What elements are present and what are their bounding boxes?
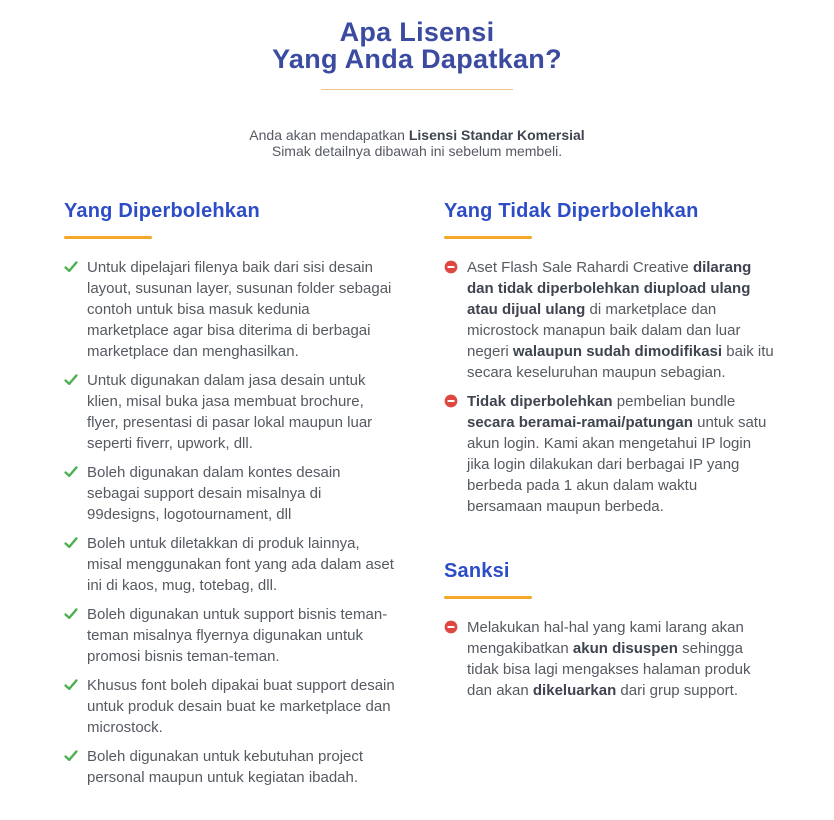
title-divider bbox=[321, 89, 513, 90]
minus-circle-icon bbox=[444, 394, 458, 408]
section-sanctions-heading: Sanksi bbox=[444, 560, 510, 582]
page-title-line2: Yang Anda Dapatkan? bbox=[272, 44, 562, 74]
list-item bbox=[64, 257, 395, 362]
sanctions-list bbox=[444, 617, 775, 701]
page-title-line1: Apa Lisensi bbox=[339, 17, 495, 47]
list-item-text: Boleh digunakan untuk support bisnis teman-teman misalnya flyernya digunakan untuk promosi bisnis teman-teman. bbox=[87, 606, 388, 665]
list-item-text: Tidak diperbolehkan pembelian bundle secara beramai-ramai/patungan untuk satu akun login. Kami akan mengetahui IP login jika login dilakukan dari berbagai IP yang berbeda pada 1 akun dalam waktu bersamaan maupun berbeda. bbox=[467, 393, 767, 515]
section-not-allowed-heading: Yang Tidak Diperbolehkan bbox=[444, 200, 699, 222]
check-icon bbox=[64, 678, 78, 692]
section-not-allowed bbox=[444, 201, 775, 517]
section-allowed-heading: Yang Diperbolehkan bbox=[64, 200, 260, 222]
list-item bbox=[64, 533, 395, 596]
list-item bbox=[444, 257, 775, 383]
list-item bbox=[64, 746, 395, 788]
list-item bbox=[64, 604, 395, 667]
list-item bbox=[444, 617, 775, 701]
list-item-text: Untuk dipelajari filenya baik dari sisi desain layout, susunan layer, susunan folder sebagai contoh untuk bisa masuk kedunia marketplace agar bisa diterima di berbagai marketplace dan menghasilkan. bbox=[87, 259, 392, 360]
list-item-text: Boleh digunakan dalam kontes desain sebagai support desain misalnya di 99designs, logotournament, dll bbox=[87, 464, 341, 523]
section-allowed bbox=[64, 201, 395, 796]
check-icon bbox=[64, 373, 78, 387]
not-allowed-list bbox=[444, 257, 775, 517]
minus-circle-icon bbox=[444, 260, 458, 274]
list-item-text: Boleh digunakan untuk kebutuhan project personal maupun untuk kegiatan ibadah. bbox=[87, 748, 364, 786]
intro-line2: Simak detailnya dibawah ini sebelum membeli. bbox=[271, 143, 563, 159]
content-columns bbox=[0, 201, 834, 796]
list-item-text: Khusus font boleh dipakai buat support desain untuk produk desain buat ke marketplace dan microstock. bbox=[87, 677, 395, 736]
heading-underline-bar bbox=[444, 236, 532, 239]
list-item bbox=[64, 462, 395, 525]
heading-underline-bar bbox=[444, 596, 532, 599]
list-item bbox=[444, 391, 775, 517]
section-sanctions bbox=[444, 561, 775, 701]
minus-circle-icon bbox=[444, 620, 458, 634]
check-icon bbox=[64, 465, 78, 479]
list-item-text: Boleh untuk diletakkan di produk lainnya, misal menggunakan font yang ada dalam aset ini di kaos, mug, totebag, dll. bbox=[87, 535, 394, 594]
check-icon bbox=[64, 607, 78, 621]
check-icon bbox=[64, 749, 78, 763]
list-item-text: Aset Flash Sale Rahardi Creative dilarang dan tidak diperbolehkan diupload ulang atau dijual ulang di marketplace dan microstock manapun baik dalam dan luar negeri walaupun sudah dimodifikasi baik itu secara keseluruhan maupun sebagian. bbox=[467, 259, 774, 381]
heading-underline-bar bbox=[64, 236, 152, 239]
page-title bbox=[0, 19, 834, 73]
allowed-list bbox=[64, 257, 395, 788]
list-item bbox=[64, 370, 395, 454]
page-header bbox=[0, 0, 834, 159]
intro-text bbox=[0, 127, 834, 159]
list-item-text: Melakukan hal-hal yang kami larang akan mengakibatkan akun disuspen sehingga tidak bisa lagi mengakses halaman produk dan akan dikeluarkan dari grup support. bbox=[467, 619, 751, 699]
check-icon bbox=[64, 536, 78, 550]
right-column bbox=[444, 201, 775, 796]
check-icon bbox=[64, 260, 78, 274]
list-item-text: Untuk digunakan dalam jasa desain untuk klien, misal buka jasa membuat brochure, flyer, presentasi di pasar lokal maupun luar seperti fiverr, upwork, dll. bbox=[87, 372, 373, 452]
list-item bbox=[64, 675, 395, 738]
intro-regular: Anda akan mendapatkan bbox=[249, 127, 409, 143]
intro-license-name: Lisensi Standar Komersial bbox=[408, 127, 585, 143]
